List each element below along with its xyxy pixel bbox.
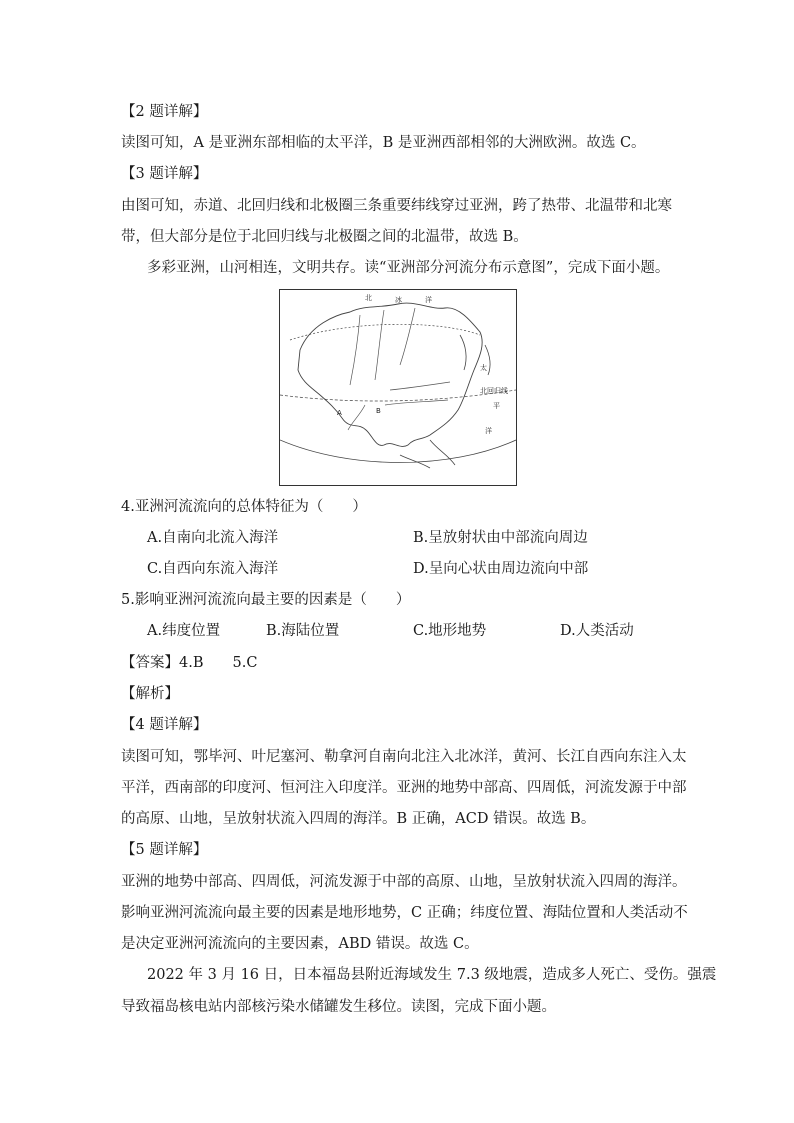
- asia-river-map: [279, 289, 517, 486]
- q5-detail-line-2: 影响亚洲河流流向最主要的因素是地形地势，C 正确；纬度位置、海陆位置和人类活动不: [121, 905, 688, 921]
- question-intro: 多彩亚洲，山河相连，文明共存。读“亚洲部分河流分布示意图”，完成下面小题。: [147, 260, 670, 276]
- q4-option-c[interactable]: C.自西向东流入海洋: [147, 561, 279, 577]
- asia-river-map-drawing: [280, 290, 516, 485]
- q2-explanation: 读图可知，A 是亚洲东部相临的太平洋，B 是亚洲西部相邻的大洲欧洲。故选 C。: [121, 135, 646, 151]
- q3-heading: 【3 题详解】: [121, 166, 208, 182]
- map-label-a: A: [337, 409, 342, 417]
- q5-detail-line-1: 亚洲的地势中部高、四周低，河流发源于中部的高原、山地，呈放射状流入四周的海洋。: [121, 874, 687, 890]
- q5-option-c[interactable]: C.地形地势: [413, 623, 487, 639]
- map-label-yang-1: 洋: [425, 296, 432, 304]
- answer-label: 【答案】4.B 5.C: [121, 655, 258, 671]
- map-label-yang-2: 洋: [485, 427, 492, 435]
- q4-detail-heading: 【4 题详解】: [121, 717, 208, 733]
- map-label-tai: 太: [480, 364, 487, 372]
- q4-detail-line-2: 平洋，西南部的印度河、恒河注入印度洋。亚洲的地势中部高、四周低，河流发源于中部: [121, 780, 687, 796]
- q5-stem: 5.影响亚洲河流流向最主要的因素是（ ）: [121, 592, 411, 608]
- map-label-ping: 平: [493, 402, 500, 410]
- q5-detail-heading: 【5 题详解】: [121, 842, 208, 858]
- q4-detail-line-3: 的高原、山地，呈放射状流入四周的海洋。B 正确，ACD 错误。故选 B。: [121, 811, 596, 827]
- map-label-bei: 北: [365, 294, 372, 302]
- q4-detail-line-1: 读图可知，鄂毕河、叶尼塞河、勒拿河自南向北注入北冰洋，黄河、长江自西向东注入太: [121, 749, 687, 765]
- q3-explanation-line-2: 带，但大部分是位于北回归线与北极圈之间的北温带，故选 B。: [121, 229, 528, 245]
- q5-option-d[interactable]: D.人类活动: [560, 623, 634, 639]
- map-label-b: B: [376, 407, 381, 415]
- q3-explanation-line-1: 由图可知，赤道、北回归线和北极圈三条重要纬线穿过亚洲，跨了热带、北温带和北寒: [121, 198, 672, 214]
- q4-option-d[interactable]: D.呈向心状由周边流向中部: [413, 561, 589, 577]
- q4-stem: 4.亚洲河流流向的总体特征为（ ）: [121, 499, 367, 515]
- q5-option-a[interactable]: A.纬度位置: [147, 623, 221, 639]
- q5-option-b[interactable]: B.海陆位置: [266, 623, 340, 639]
- next-intro-line-1: 2022 年 3 月 16 日，日本福岛县附近海域发生 7.3 级地震，造成多人死亡、受伤。强震: [147, 967, 717, 983]
- next-intro-line-2: 导致福岛核电站内部核污染水储罐发生移位。读图，完成下面小题。: [121, 999, 556, 1015]
- q4-option-a[interactable]: A.自南向北流入海洋: [147, 530, 279, 546]
- map-label-tropic: 北回归线: [480, 387, 508, 395]
- q5-detail-line-3: 是决定亚洲河流流向的主要因素，ABD 错误。故选 C。: [121, 936, 479, 952]
- q4-option-b[interactable]: B.呈放射状由中部流向周边: [413, 530, 588, 546]
- map-label-bing: 冰: [395, 296, 402, 304]
- q2-heading: 【2 题详解】: [121, 104, 208, 120]
- analysis-heading: 【解析】: [121, 686, 179, 702]
